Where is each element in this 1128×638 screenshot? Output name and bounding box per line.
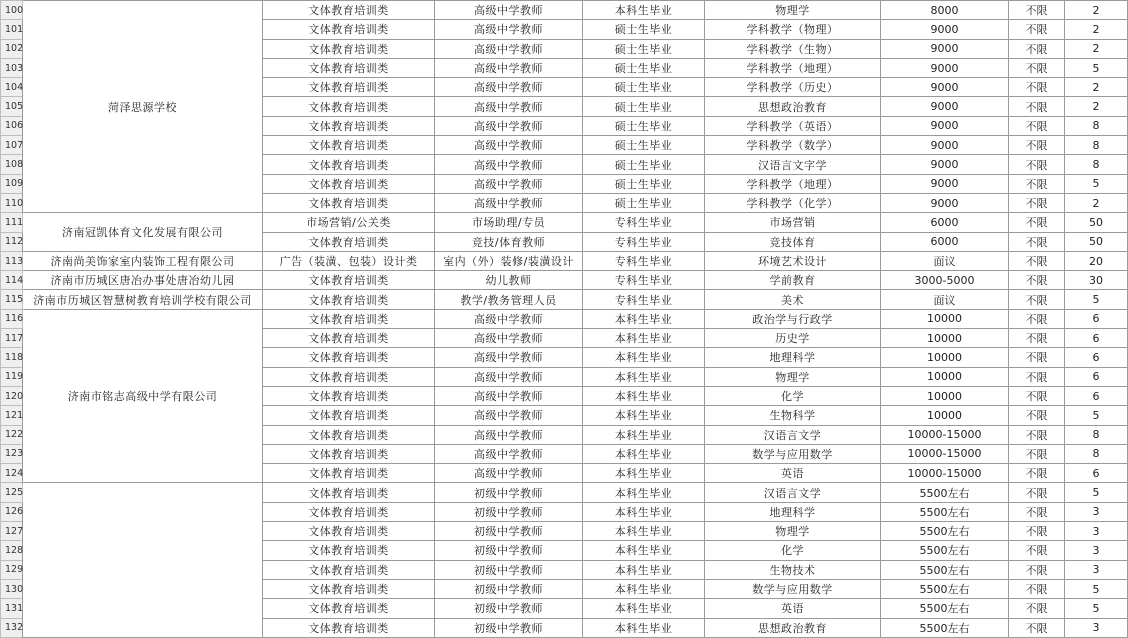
count-cell: 6 — [1065, 464, 1128, 483]
education-cell: 本科生毕业 — [583, 618, 705, 637]
major-cell: 化学 — [705, 541, 881, 560]
salary-cell: 面议 — [881, 251, 1009, 270]
row-number: 117 — [1, 329, 23, 348]
salary-cell: 5500左右 — [881, 560, 1009, 579]
row-number: 109 — [1, 174, 23, 193]
category-cell: 文体教育培训类 — [263, 483, 435, 502]
salary-cell: 5500左右 — [881, 618, 1009, 637]
position-cell: 高级中学教师 — [435, 425, 583, 444]
limit-cell: 不限 — [1009, 464, 1065, 483]
education-cell: 硕士生毕业 — [583, 78, 705, 97]
company-cell — [23, 483, 263, 637]
category-cell: 文体教育培训类 — [263, 464, 435, 483]
category-cell: 文体教育培训类 — [263, 78, 435, 97]
education-cell: 本科生毕业 — [583, 386, 705, 405]
count-cell: 5 — [1065, 599, 1128, 618]
education-cell: 本科生毕业 — [583, 464, 705, 483]
major-cell: 物理学 — [705, 522, 881, 541]
table-row — [1, 1, 1128, 20]
category-cell: 文体教育培训类 — [263, 367, 435, 386]
count-cell: 3 — [1065, 502, 1128, 521]
major-cell: 物理学 — [705, 1, 881, 20]
limit-cell: 不限 — [1009, 271, 1065, 290]
education-cell: 专科生毕业 — [583, 213, 705, 232]
major-cell: 物理学 — [705, 367, 881, 386]
major-cell: 生物技术 — [705, 560, 881, 579]
education-cell: 本科生毕业 — [583, 425, 705, 444]
major-cell: 学科教学（地理） — [705, 174, 881, 193]
row-number: 113 — [1, 251, 23, 270]
position-cell: 教学/教务管理人员 — [435, 290, 583, 309]
position-cell: 高级中学教师 — [435, 136, 583, 155]
salary-cell: 5500左右 — [881, 541, 1009, 560]
category-cell: 文体教育培训类 — [263, 502, 435, 521]
salary-cell: 5500左右 — [881, 522, 1009, 541]
table-body — [1, 1, 1128, 638]
limit-cell: 不限 — [1009, 1, 1065, 20]
company-cell: 济南市铭志高级中学有限公司 — [23, 309, 263, 483]
table-row — [1, 309, 1128, 328]
row-number: 123 — [1, 444, 23, 463]
category-cell: 文体教育培训类 — [263, 271, 435, 290]
salary-cell: 10000 — [881, 406, 1009, 425]
row-number: 105 — [1, 97, 23, 116]
row-number: 128 — [1, 541, 23, 560]
position-cell: 初级中学教师 — [435, 579, 583, 598]
position-cell: 初级中学教师 — [435, 502, 583, 521]
salary-cell: 8000 — [881, 1, 1009, 20]
count-cell: 5 — [1065, 406, 1128, 425]
limit-cell: 不限 — [1009, 97, 1065, 116]
category-cell: 文体教育培训类 — [263, 348, 435, 367]
education-cell: 本科生毕业 — [583, 309, 705, 328]
row-number: 111 — [1, 213, 23, 232]
position-cell: 高级中学教师 — [435, 58, 583, 77]
table-row — [1, 483, 1128, 502]
education-cell: 本科生毕业 — [583, 444, 705, 463]
major-cell: 化学 — [705, 386, 881, 405]
limit-cell: 不限 — [1009, 193, 1065, 212]
limit-cell: 不限 — [1009, 502, 1065, 521]
row-number: 110 — [1, 193, 23, 212]
position-cell: 高级中学教师 — [435, 367, 583, 386]
category-cell: 文体教育培训类 — [263, 193, 435, 212]
category-cell: 文体教育培训类 — [263, 599, 435, 618]
position-cell: 初级中学教师 — [435, 560, 583, 579]
table-row — [1, 290, 1128, 309]
position-cell: 高级中学教师 — [435, 309, 583, 328]
category-cell: 文体教育培训类 — [263, 406, 435, 425]
count-cell: 20 — [1065, 251, 1128, 270]
salary-cell: 9000 — [881, 193, 1009, 212]
category-cell: 文体教育培训类 — [263, 522, 435, 541]
limit-cell: 不限 — [1009, 541, 1065, 560]
major-cell: 生物科学 — [705, 406, 881, 425]
salary-cell: 6000 — [881, 232, 1009, 251]
education-cell: 本科生毕业 — [583, 483, 705, 502]
category-cell: 文体教育培训类 — [263, 560, 435, 579]
count-cell: 6 — [1065, 386, 1128, 405]
education-cell: 硕士生毕业 — [583, 155, 705, 174]
row-number: 116 — [1, 309, 23, 328]
major-cell: 学科教学（地理） — [705, 58, 881, 77]
row-number: 130 — [1, 579, 23, 598]
row-number: 115 — [1, 290, 23, 309]
salary-cell: 9000 — [881, 58, 1009, 77]
salary-cell: 10000 — [881, 386, 1009, 405]
limit-cell: 不限 — [1009, 560, 1065, 579]
row-number: 119 — [1, 367, 23, 386]
limit-cell: 不限 — [1009, 599, 1065, 618]
education-cell: 本科生毕业 — [583, 579, 705, 598]
position-cell: 高级中学教师 — [435, 78, 583, 97]
category-cell: 文体教育培训类 — [263, 232, 435, 251]
row-number: 118 — [1, 348, 23, 367]
table-row — [1, 271, 1128, 290]
education-cell: 硕士生毕业 — [583, 20, 705, 39]
salary-cell: 9000 — [881, 174, 1009, 193]
major-cell: 政治学与行政学 — [705, 309, 881, 328]
row-number: 107 — [1, 136, 23, 155]
salary-cell: 10000-15000 — [881, 444, 1009, 463]
salary-cell: 10000-15000 — [881, 425, 1009, 444]
limit-cell: 不限 — [1009, 251, 1065, 270]
salary-cell: 6000 — [881, 213, 1009, 232]
education-cell: 专科生毕业 — [583, 251, 705, 270]
limit-cell: 不限 — [1009, 309, 1065, 328]
count-cell: 6 — [1065, 348, 1128, 367]
count-cell: 6 — [1065, 367, 1128, 386]
limit-cell: 不限 — [1009, 290, 1065, 309]
row-number: 121 — [1, 406, 23, 425]
category-cell: 文体教育培训类 — [263, 97, 435, 116]
limit-cell: 不限 — [1009, 579, 1065, 598]
salary-cell: 9000 — [881, 39, 1009, 58]
row-number: 112 — [1, 232, 23, 251]
count-cell: 30 — [1065, 271, 1128, 290]
position-cell: 幼儿教师 — [435, 271, 583, 290]
salary-cell: 3000-5000 — [881, 271, 1009, 290]
salary-cell: 9000 — [881, 78, 1009, 97]
position-cell: 高级中学教师 — [435, 97, 583, 116]
count-cell: 8 — [1065, 136, 1128, 155]
category-cell: 文体教育培训类 — [263, 1, 435, 20]
position-cell: 高级中学教师 — [435, 444, 583, 463]
count-cell: 2 — [1065, 1, 1128, 20]
limit-cell: 不限 — [1009, 483, 1065, 502]
position-cell: 高级中学教师 — [435, 1, 583, 20]
row-number: 103 — [1, 58, 23, 77]
category-cell: 文体教育培训类 — [263, 136, 435, 155]
category-cell: 文体教育培训类 — [263, 329, 435, 348]
education-cell: 硕士生毕业 — [583, 136, 705, 155]
count-cell: 8 — [1065, 116, 1128, 135]
count-cell: 3 — [1065, 560, 1128, 579]
category-cell: 文体教育培训类 — [263, 386, 435, 405]
count-cell: 2 — [1065, 20, 1128, 39]
count-cell: 50 — [1065, 213, 1128, 232]
company-cell: 济南尚美饰家室内装饰工程有限公司 — [23, 251, 263, 270]
limit-cell: 不限 — [1009, 213, 1065, 232]
count-cell: 8 — [1065, 155, 1128, 174]
salary-cell: 9000 — [881, 136, 1009, 155]
category-cell: 文体教育培训类 — [263, 155, 435, 174]
education-cell: 本科生毕业 — [583, 348, 705, 367]
row-number: 131 — [1, 599, 23, 618]
major-cell: 市场营销 — [705, 213, 881, 232]
category-cell: 市场营销/公关类 — [263, 213, 435, 232]
education-cell: 本科生毕业 — [583, 599, 705, 618]
limit-cell: 不限 — [1009, 174, 1065, 193]
major-cell: 学前教育 — [705, 271, 881, 290]
major-cell: 地理科学 — [705, 502, 881, 521]
row-number: 101 — [1, 20, 23, 39]
count-cell: 8 — [1065, 444, 1128, 463]
count-cell: 5 — [1065, 290, 1128, 309]
company-cell: 济南市历城区唐冶办事处唐冶幼儿园 — [23, 271, 263, 290]
position-cell: 高级中学教师 — [435, 406, 583, 425]
row-number: 124 — [1, 464, 23, 483]
salary-cell: 5500左右 — [881, 599, 1009, 618]
limit-cell: 不限 — [1009, 367, 1065, 386]
salary-cell: 10000 — [881, 309, 1009, 328]
count-cell: 50 — [1065, 232, 1128, 251]
limit-cell: 不限 — [1009, 58, 1065, 77]
limit-cell: 不限 — [1009, 386, 1065, 405]
count-cell: 3 — [1065, 618, 1128, 637]
education-cell: 本科生毕业 — [583, 329, 705, 348]
limit-cell: 不限 — [1009, 522, 1065, 541]
limit-cell: 不限 — [1009, 232, 1065, 251]
salary-cell: 10000-15000 — [881, 464, 1009, 483]
major-cell: 汉语言文学 — [705, 425, 881, 444]
major-cell: 学科教学（数学） — [705, 136, 881, 155]
company-cell: 济南市历城区智慧树教育培训学校有限公司 — [23, 290, 263, 309]
count-cell: 2 — [1065, 78, 1128, 97]
education-cell: 本科生毕业 — [583, 406, 705, 425]
count-cell: 2 — [1065, 39, 1128, 58]
row-number: 127 — [1, 522, 23, 541]
major-cell: 学科教学（历史） — [705, 78, 881, 97]
position-cell: 初级中学教师 — [435, 618, 583, 637]
education-cell: 本科生毕业 — [583, 367, 705, 386]
salary-cell: 9000 — [881, 20, 1009, 39]
major-cell: 英语 — [705, 464, 881, 483]
position-cell: 高级中学教师 — [435, 329, 583, 348]
major-cell: 思想政治教育 — [705, 618, 881, 637]
count-cell: 5 — [1065, 483, 1128, 502]
education-cell: 硕士生毕业 — [583, 39, 705, 58]
position-cell: 高级中学教师 — [435, 348, 583, 367]
limit-cell: 不限 — [1009, 39, 1065, 58]
major-cell: 汉语言文字学 — [705, 155, 881, 174]
education-cell: 本科生毕业 — [583, 522, 705, 541]
education-cell: 专科生毕业 — [583, 232, 705, 251]
limit-cell: 不限 — [1009, 136, 1065, 155]
row-number: 126 — [1, 502, 23, 521]
salary-cell: 9000 — [881, 116, 1009, 135]
limit-cell: 不限 — [1009, 20, 1065, 39]
company-cell: 济南冠凯体育文化发展有限公司 — [23, 213, 263, 252]
row-number: 108 — [1, 155, 23, 174]
major-cell: 数学与应用数学 — [705, 579, 881, 598]
row-number: 106 — [1, 116, 23, 135]
position-cell: 室内（外）装修/装潢设计 — [435, 251, 583, 270]
major-cell: 学科教学（物理） — [705, 20, 881, 39]
major-cell: 竞技体育 — [705, 232, 881, 251]
major-cell: 美术 — [705, 290, 881, 309]
count-cell: 8 — [1065, 425, 1128, 444]
count-cell: 6 — [1065, 309, 1128, 328]
salary-cell: 10000 — [881, 348, 1009, 367]
salary-cell: 10000 — [881, 329, 1009, 348]
limit-cell: 不限 — [1009, 425, 1065, 444]
row-number: 102 — [1, 39, 23, 58]
salary-cell: 10000 — [881, 367, 1009, 386]
category-cell: 文体教育培训类 — [263, 541, 435, 560]
position-cell: 高级中学教师 — [435, 193, 583, 212]
position-cell: 高级中学教师 — [435, 155, 583, 174]
row-number: 100 — [1, 1, 23, 20]
position-cell: 初级中学教师 — [435, 541, 583, 560]
major-cell: 历史学 — [705, 329, 881, 348]
position-cell: 高级中学教师 — [435, 39, 583, 58]
limit-cell: 不限 — [1009, 406, 1065, 425]
position-cell: 高级中学教师 — [435, 386, 583, 405]
position-cell: 高级中学教师 — [435, 116, 583, 135]
position-cell: 竞技/体育教师 — [435, 232, 583, 251]
count-cell: 2 — [1065, 97, 1128, 116]
row-number: 114 — [1, 271, 23, 290]
major-cell: 学科教学（化学） — [705, 193, 881, 212]
education-cell: 硕士生毕业 — [583, 174, 705, 193]
salary-cell: 9000 — [881, 97, 1009, 116]
position-cell: 高级中学教师 — [435, 174, 583, 193]
position-cell: 高级中学教师 — [435, 20, 583, 39]
count-cell: 5 — [1065, 174, 1128, 193]
category-cell: 文体教育培训类 — [263, 39, 435, 58]
row-number: 125 — [1, 483, 23, 502]
major-cell: 学科教学（英语） — [705, 116, 881, 135]
major-cell: 数学与应用数学 — [705, 444, 881, 463]
count-cell: 5 — [1065, 58, 1128, 77]
category-cell: 文体教育培训类 — [263, 425, 435, 444]
category-cell: 文体教育培训类 — [263, 618, 435, 637]
limit-cell: 不限 — [1009, 618, 1065, 637]
limit-cell: 不限 — [1009, 155, 1065, 174]
major-cell: 汉语言文学 — [705, 483, 881, 502]
row-number: 129 — [1, 560, 23, 579]
category-cell: 文体教育培训类 — [263, 116, 435, 135]
education-cell: 硕士生毕业 — [583, 58, 705, 77]
category-cell: 文体教育培训类 — [263, 20, 435, 39]
education-cell: 本科生毕业 — [583, 541, 705, 560]
major-cell: 地理科学 — [705, 348, 881, 367]
limit-cell: 不限 — [1009, 348, 1065, 367]
category-cell: 文体教育培训类 — [263, 579, 435, 598]
position-cell: 初级中学教师 — [435, 599, 583, 618]
limit-cell: 不限 — [1009, 329, 1065, 348]
education-cell: 本科生毕业 — [583, 1, 705, 20]
limit-cell: 不限 — [1009, 444, 1065, 463]
category-cell: 文体教育培训类 — [263, 58, 435, 77]
company-cell: 菏泽思源学校 — [23, 1, 263, 213]
limit-cell: 不限 — [1009, 78, 1065, 97]
count-cell: 2 — [1065, 193, 1128, 212]
education-cell: 专科生毕业 — [583, 271, 705, 290]
major-cell: 环境艺术设计 — [705, 251, 881, 270]
major-cell: 学科教学（生物） — [705, 39, 881, 58]
limit-cell: 不限 — [1009, 116, 1065, 135]
education-cell: 本科生毕业 — [583, 560, 705, 579]
education-cell: 本科生毕业 — [583, 502, 705, 521]
position-cell: 高级中学教师 — [435, 464, 583, 483]
table-row — [1, 213, 1128, 232]
position-cell: 初级中学教师 — [435, 522, 583, 541]
education-cell: 硕士生毕业 — [583, 193, 705, 212]
row-number: 132 — [1, 618, 23, 637]
education-cell: 专科生毕业 — [583, 290, 705, 309]
count-cell: 6 — [1065, 329, 1128, 348]
count-cell: 3 — [1065, 522, 1128, 541]
row-number: 104 — [1, 78, 23, 97]
category-cell: 广告（装潢、包装）设计类 — [263, 251, 435, 270]
salary-cell: 5500左右 — [881, 502, 1009, 521]
category-cell: 文体教育培训类 — [263, 444, 435, 463]
salary-cell: 5500左右 — [881, 483, 1009, 502]
salary-cell: 面议 — [881, 290, 1009, 309]
major-cell: 思想政治教育 — [705, 97, 881, 116]
position-cell: 初级中学教师 — [435, 483, 583, 502]
education-cell: 硕士生毕业 — [583, 116, 705, 135]
category-cell: 文体教育培训类 — [263, 309, 435, 328]
education-cell: 硕士生毕业 — [583, 97, 705, 116]
salary-cell: 5500左右 — [881, 579, 1009, 598]
salary-cell: 9000 — [881, 155, 1009, 174]
major-cell: 英语 — [705, 599, 881, 618]
position-cell: 市场助理/专员 — [435, 213, 583, 232]
category-cell: 文体教育培训类 — [263, 174, 435, 193]
count-cell: 5 — [1065, 579, 1128, 598]
row-number: 122 — [1, 425, 23, 444]
count-cell: 3 — [1065, 541, 1128, 560]
category-cell: 文体教育培训类 — [263, 290, 435, 309]
row-number: 120 — [1, 386, 23, 405]
table-row — [1, 251, 1128, 270]
